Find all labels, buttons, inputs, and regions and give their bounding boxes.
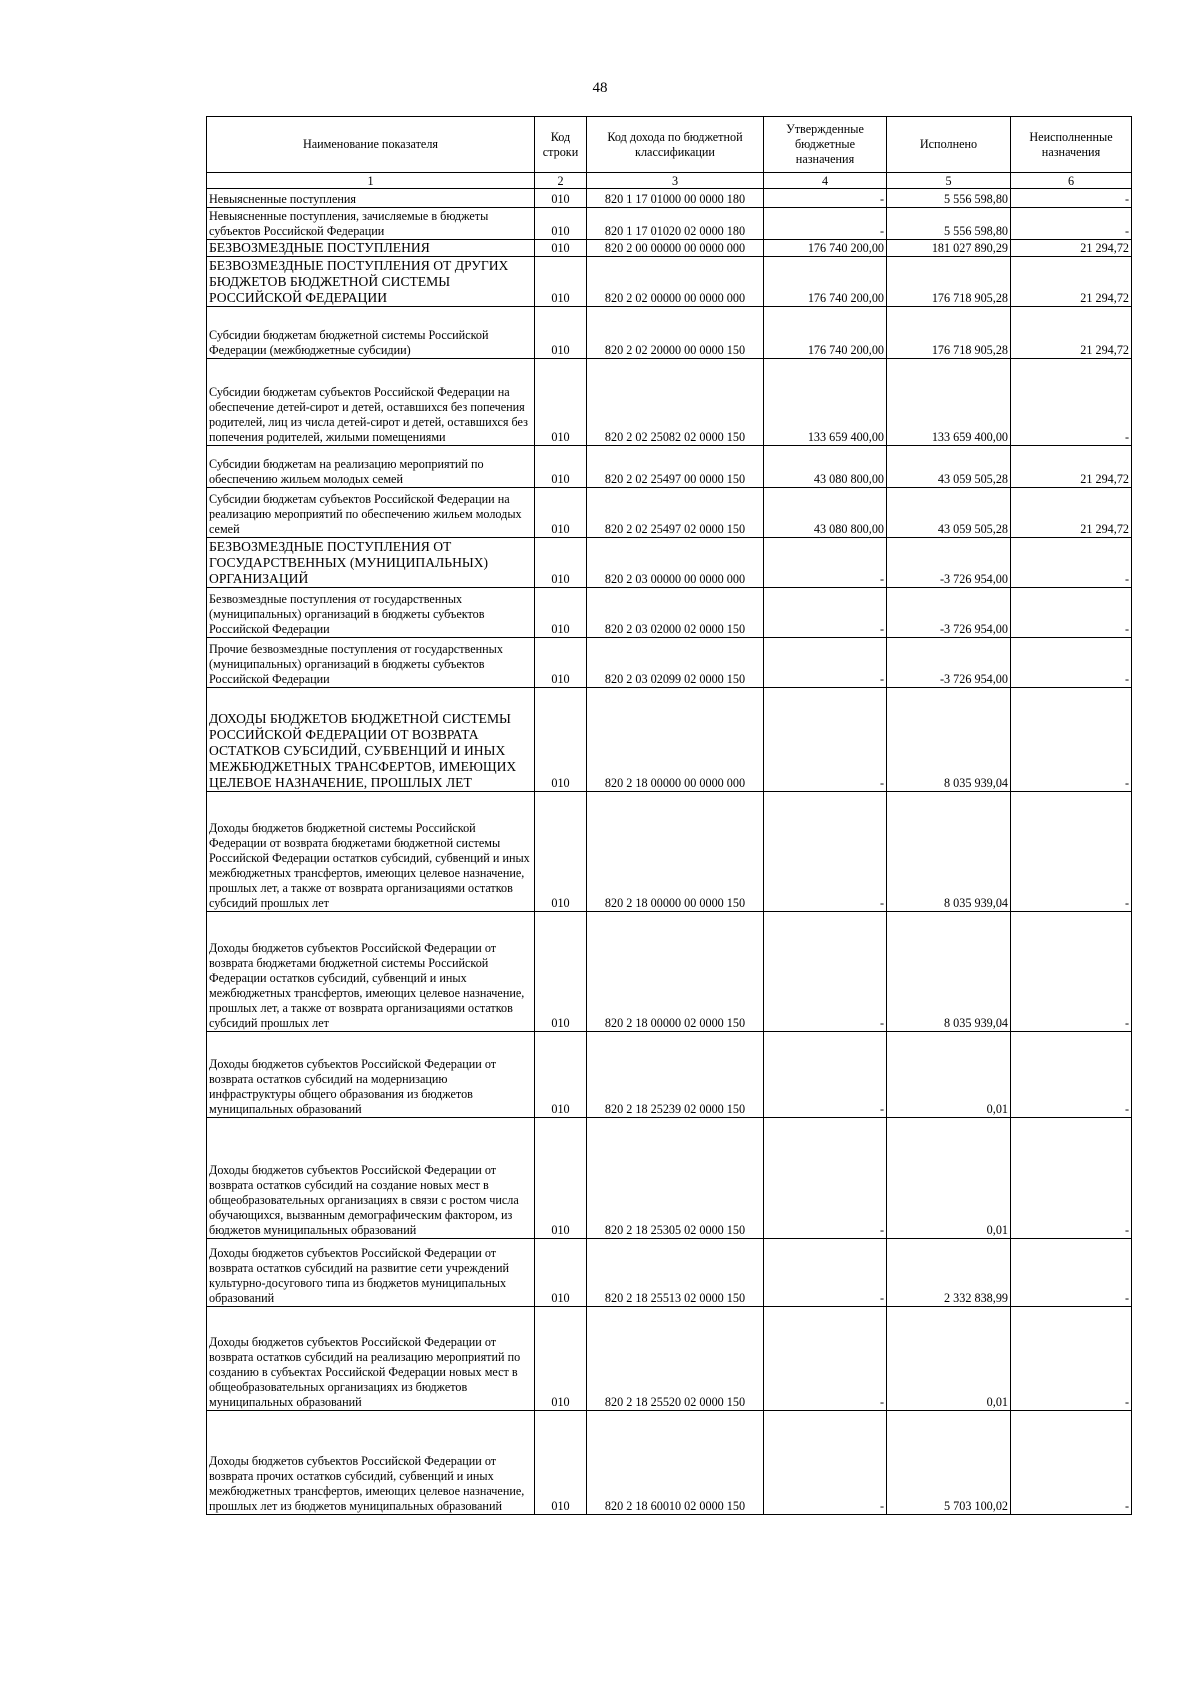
executed-amount: 0,01 bbox=[887, 1307, 1011, 1411]
executed-amount: 5 703 100,02 bbox=[887, 1411, 1011, 1515]
executed-amount: 0,01 bbox=[887, 1032, 1011, 1118]
table-row bbox=[207, 538, 1132, 588]
approved-amount: - bbox=[764, 792, 887, 912]
approved-amount: - bbox=[764, 638, 887, 688]
table-row bbox=[207, 488, 1132, 538]
approved-amount: - bbox=[764, 1411, 887, 1515]
budget-classification-code: 820 1 17 01000 00 0000 180 bbox=[587, 189, 764, 208]
header-budget-code: Код дохода по бюджетной классификации bbox=[587, 117, 764, 173]
unexecuted-amount: - bbox=[1011, 912, 1132, 1032]
indicator-name: Доходы бюджетов субъектов Российской Федерации от возврата прочих остатков субсидий, субвенций и иных межбюджетных трансфертов, имеющих целевое назначение, прошлых лет из бюджетов муниципальных образований bbox=[207, 1411, 535, 1515]
header-approved: Утвержденные бюджетные назначения bbox=[764, 117, 887, 173]
budget-classification-code: 820 2 02 25497 00 0000 150 bbox=[587, 446, 764, 488]
budget-classification-code: 820 2 03 02000 02 0000 150 bbox=[587, 588, 764, 638]
executed-amount: 133 659 400,00 bbox=[887, 359, 1011, 446]
budget-classification-code: 820 2 02 25082 02 0000 150 bbox=[587, 359, 764, 446]
indicator-name: БЕЗВОЗМЕЗДНЫЕ ПОСТУПЛЕНИЯ ОТ ДРУГИХ БЮДЖЕТОВ БЮДЖЕТНОЙ СИСТЕМЫ РОССИЙСКОЙ ФЕДЕРАЦИИ bbox=[207, 257, 535, 307]
unexecuted-amount: 21 294,72 bbox=[1011, 240, 1132, 257]
approved-amount: - bbox=[764, 1239, 887, 1307]
table-row bbox=[207, 307, 1132, 359]
page-number: 48 bbox=[592, 80, 608, 96]
executed-amount: 181 027 890,29 bbox=[887, 240, 1011, 257]
table-row bbox=[207, 189, 1132, 208]
unexecuted-amount: - bbox=[1011, 1307, 1132, 1411]
table-row bbox=[207, 257, 1132, 307]
approved-amount: 43 080 800,00 bbox=[764, 488, 887, 538]
budget-classification-code: 820 2 02 25497 02 0000 150 bbox=[587, 488, 764, 538]
unexecuted-amount: - bbox=[1011, 1239, 1132, 1307]
unexecuted-amount: - bbox=[1011, 1032, 1132, 1118]
column-number-row bbox=[207, 173, 1132, 189]
executed-amount: -3 726 954,00 bbox=[887, 538, 1011, 588]
executed-amount: 5 556 598,80 bbox=[887, 208, 1011, 240]
row-code: 010 bbox=[535, 208, 587, 240]
unexecuted-amount: - bbox=[1011, 638, 1132, 688]
row-code: 010 bbox=[535, 488, 587, 538]
budget-classification-code: 820 2 02 20000 00 0000 150 bbox=[587, 307, 764, 359]
row-code: 010 bbox=[535, 1411, 587, 1515]
budget-classification-code: 820 2 03 02099 02 0000 150 bbox=[587, 638, 764, 688]
indicator-name: Субсидии бюджетам субъектов Российской Федерации на реализацию мероприятий по обеспечению жильем молодых семей bbox=[207, 488, 535, 538]
executed-amount: 8 035 939,04 bbox=[887, 688, 1011, 792]
executed-amount: 176 718 905,28 bbox=[887, 257, 1011, 307]
row-code: 010 bbox=[535, 359, 587, 446]
indicator-name: Безвозмездные поступления от государственных (муниципальных) организаций в бюджеты субъектов Российской Федерации bbox=[207, 588, 535, 638]
indicator-name: Доходы бюджетов субъектов Российской Федерации от возврата остатков субсидий на создание новых мест в общеобразовательных организациях в связи с ростом числа обучающихся, вызванным демографическим фактором, из бюджетов муниципальных образований bbox=[207, 1118, 535, 1239]
budget-classification-code: 820 2 18 00000 00 0000 150 bbox=[587, 792, 764, 912]
indicator-name: Доходы бюджетов субъектов Российской Федерации от возврата остатков субсидий на реализацию мероприятий по созданию в субъектах Российской Федерации новых мест в общеобразовательных организациях из бюджетов муниципальных образований bbox=[207, 1307, 535, 1411]
row-code: 010 bbox=[535, 638, 587, 688]
budget-classification-code: 820 2 18 25513 02 0000 150 bbox=[587, 1239, 764, 1307]
column-number: 6 bbox=[1011, 173, 1132, 189]
row-code: 010 bbox=[535, 189, 587, 208]
indicator-name: БЕЗВОЗМЕЗДНЫЕ ПОСТУПЛЕНИЯ bbox=[207, 240, 535, 257]
indicator-name: Доходы бюджетов субъектов Российской Федерации от возврата бюджетами бюджетной системы Российской Федерации остатков субсидий, субвенций и иных межбюджетных трансфертов, имеющих целевое назначение, прошлых лет, а также от возврата организациями остатков субсидий прошлых лет bbox=[207, 912, 535, 1032]
row-code: 010 bbox=[535, 307, 587, 359]
row-code: 010 bbox=[535, 1032, 587, 1118]
approved-amount: - bbox=[764, 688, 887, 792]
row-code: 010 bbox=[535, 446, 587, 488]
table-row bbox=[207, 208, 1132, 240]
table-row bbox=[207, 912, 1132, 1032]
approved-amount: - bbox=[764, 189, 887, 208]
executed-amount: 0,01 bbox=[887, 1118, 1011, 1239]
executed-amount: 5 556 598,80 bbox=[887, 189, 1011, 208]
approved-amount: - bbox=[764, 912, 887, 1032]
unexecuted-amount: - bbox=[1011, 588, 1132, 638]
indicator-name: Доходы бюджетов субъектов Российской Федерации от возврата остатков субсидий на модернизацию инфраструктуры общего образования из бюджетов муниципальных образований bbox=[207, 1032, 535, 1118]
indicator-name: ДОХОДЫ БЮДЖЕТОВ БЮДЖЕТНОЙ СИСТЕМЫ РОССИЙСКОЙ ФЕДЕРАЦИИ ОТ ВОЗВРАТА ОСТАТКОВ СУБСИДИЙ, СУБВЕНЦИЙ И ИНЫХ МЕЖБЮДЖЕТНЫХ ТРАНСФЕРТОВ, ИМЕЮЩИХ ЦЕЛЕВОЕ НАЗНАЧЕНИЕ, ПРОШЛЫХ ЛЕТ bbox=[207, 688, 535, 792]
table-row bbox=[207, 1307, 1132, 1411]
budget-classification-code: 820 2 18 00000 02 0000 150 bbox=[587, 912, 764, 1032]
budget-classification-code: 820 1 17 01020 02 0000 180 bbox=[587, 208, 764, 240]
unexecuted-amount: - bbox=[1011, 1118, 1132, 1239]
indicator-name: Невыясненные поступления bbox=[207, 189, 535, 208]
executed-amount: 43 059 505,28 bbox=[887, 446, 1011, 488]
table-row bbox=[207, 1032, 1132, 1118]
table-row bbox=[207, 638, 1132, 688]
budget-classification-code: 820 2 18 25305 02 0000 150 bbox=[587, 1118, 764, 1239]
unexecuted-amount: - bbox=[1011, 792, 1132, 912]
unexecuted-amount: - bbox=[1011, 538, 1132, 588]
row-code: 010 bbox=[535, 257, 587, 307]
row-code: 010 bbox=[535, 1239, 587, 1307]
table-row bbox=[207, 240, 1132, 257]
approved-amount: - bbox=[764, 208, 887, 240]
indicator-name: Доходы бюджетов субъектов Российской Федерации от возврата остатков субсидий на развитие сети учреждений культурно-досугового типа из бюджетов муниципальных образований bbox=[207, 1239, 535, 1307]
indicator-name: Субсидии бюджетам субъектов Российской Федерации на обеспечение детей-сирот и детей, оставшихся без попечения родителей, лиц из числа детей-сирот и детей, оставшихся без попечения родителей, жилыми помещениями bbox=[207, 359, 535, 446]
table-row bbox=[207, 1118, 1132, 1239]
column-number: 1 bbox=[207, 173, 535, 189]
unexecuted-amount: 21 294,72 bbox=[1011, 257, 1132, 307]
indicator-name: БЕЗВОЗМЕЗДНЫЕ ПОСТУПЛЕНИЯ ОТ ГОСУДАРСТВЕННЫХ (МУНИЦИПАЛЬНЫХ) ОРГАНИЗАЦИЙ bbox=[207, 538, 535, 588]
table-row bbox=[207, 688, 1132, 792]
row-code: 010 bbox=[535, 588, 587, 638]
column-number: 3 bbox=[587, 173, 764, 189]
row-code: 010 bbox=[535, 1307, 587, 1411]
indicator-name: Субсидии бюджетам на реализацию мероприятий по обеспечению жильем молодых семей bbox=[207, 446, 535, 488]
row-code: 010 bbox=[535, 1118, 587, 1239]
row-code: 010 bbox=[535, 912, 587, 1032]
approved-amount: 176 740 200,00 bbox=[764, 257, 887, 307]
table-row bbox=[207, 446, 1132, 488]
approved-amount: 133 659 400,00 bbox=[764, 359, 887, 446]
unexecuted-amount: 21 294,72 bbox=[1011, 488, 1132, 538]
row-code: 010 bbox=[535, 792, 587, 912]
approved-amount: 43 080 800,00 bbox=[764, 446, 887, 488]
budget-classification-code: 820 2 18 25239 02 0000 150 bbox=[587, 1032, 764, 1118]
column-number: 5 bbox=[887, 173, 1011, 189]
unexecuted-amount: - bbox=[1011, 208, 1132, 240]
table-row bbox=[207, 1411, 1132, 1515]
row-code: 010 bbox=[535, 240, 587, 257]
budget-report-table bbox=[206, 116, 1132, 1515]
unexecuted-amount: - bbox=[1011, 688, 1132, 792]
column-number: 4 bbox=[764, 173, 887, 189]
approved-amount: - bbox=[764, 1032, 887, 1118]
unexecuted-amount: - bbox=[1011, 1411, 1132, 1515]
header-unexecuted: Неисполненные назначения bbox=[1011, 117, 1132, 173]
table-row bbox=[207, 1239, 1132, 1307]
indicator-name: Прочие безвозмездные поступления от государственных (муниципальных) организаций в бюджеты субъектов Российской Федерации bbox=[207, 638, 535, 688]
approved-amount: 176 740 200,00 bbox=[764, 307, 887, 359]
budget-classification-code: 820 2 18 25520 02 0000 150 bbox=[587, 1307, 764, 1411]
indicator-name: Субсидии бюджетам бюджетной системы Российской Федерации (межбюджетные субсидии) bbox=[207, 307, 535, 359]
column-number: 2 bbox=[535, 173, 587, 189]
approved-amount: - bbox=[764, 588, 887, 638]
executed-amount: 8 035 939,04 bbox=[887, 792, 1011, 912]
approved-amount: - bbox=[764, 538, 887, 588]
table-row bbox=[207, 792, 1132, 912]
unexecuted-amount: - bbox=[1011, 359, 1132, 446]
executed-amount: 2 332 838,99 bbox=[887, 1239, 1011, 1307]
executed-amount: -3 726 954,00 bbox=[887, 588, 1011, 638]
header-executed: Исполнено bbox=[887, 117, 1011, 173]
budget-classification-code: 820 2 03 00000 00 0000 000 bbox=[587, 538, 764, 588]
approved-amount: - bbox=[764, 1118, 887, 1239]
row-code: 010 bbox=[535, 538, 587, 588]
unexecuted-amount: - bbox=[1011, 189, 1132, 208]
executed-amount: 43 059 505,28 bbox=[887, 488, 1011, 538]
indicator-name: Невыясненные поступления, зачисляемые в бюджеты субъектов Российской Федерации bbox=[207, 208, 535, 240]
header-name: Наименование показателя bbox=[207, 117, 535, 173]
executed-amount: -3 726 954,00 bbox=[887, 638, 1011, 688]
budget-classification-code: 820 2 18 60010 02 0000 150 bbox=[587, 1411, 764, 1515]
executed-amount: 176 718 905,28 bbox=[887, 307, 1011, 359]
table-row bbox=[207, 588, 1132, 638]
row-code: 010 bbox=[535, 688, 587, 792]
approved-amount: 176 740 200,00 bbox=[764, 240, 887, 257]
approved-amount: - bbox=[764, 1307, 887, 1411]
header-row-code: Код строки bbox=[535, 117, 587, 173]
budget-classification-code: 820 2 18 00000 00 0000 000 bbox=[587, 688, 764, 792]
budget-classification-code: 820 2 02 00000 00 0000 000 bbox=[587, 257, 764, 307]
table-body bbox=[207, 189, 1132, 1515]
table-header-row bbox=[207, 117, 1132, 173]
unexecuted-amount: 21 294,72 bbox=[1011, 446, 1132, 488]
budget-classification-code: 820 2 00 00000 00 0000 000 bbox=[587, 240, 764, 257]
table-row bbox=[207, 359, 1132, 446]
indicator-name: Доходы бюджетов бюджетной системы Российской Федерации от возврата бюджетами бюджетной системы Российской Федерации остатков субсидий, субвенций и иных межбюджетных трансфертов, имеющих целевое назначение, прошлых лет, а также от возврата организациями остатков субсидий прошлых лет bbox=[207, 792, 535, 912]
executed-amount: 8 035 939,04 bbox=[887, 912, 1011, 1032]
unexecuted-amount: 21 294,72 bbox=[1011, 307, 1132, 359]
